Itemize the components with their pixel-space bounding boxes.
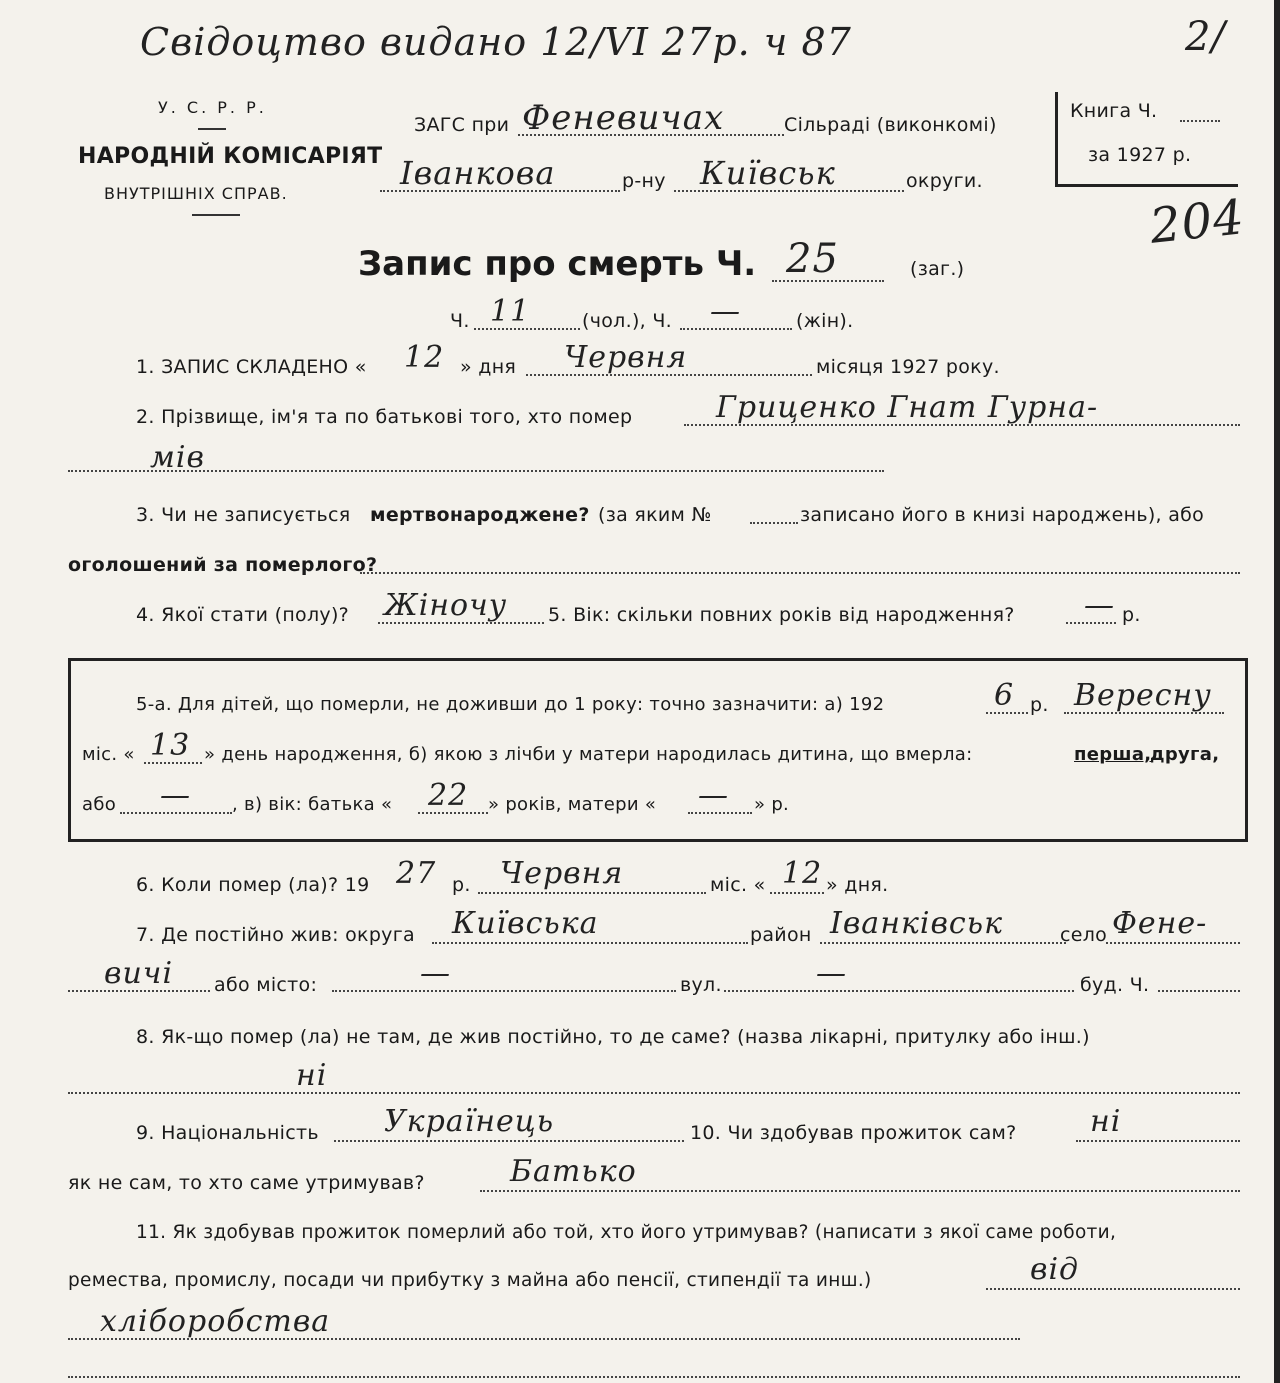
q5a-line3c: » р. (754, 794, 790, 815)
q5-label: 5. Вік: скільки повних років від народження? (548, 604, 1015, 626)
q10-answer-handwritten: ні (1090, 1104, 1122, 1139)
q5-end: р. (1122, 604, 1141, 626)
zags-okruha-dots (674, 190, 904, 192)
header-ussr: У. С. Р. Р. (158, 98, 267, 117)
q6-month-dots (478, 892, 706, 894)
q3-stillborn: мертвонароджене? (370, 504, 590, 526)
subtitle-female-label: (жін). (796, 310, 854, 332)
title-number-handwritten: 25 (786, 236, 839, 282)
q6-day-handwritten: 12 (782, 856, 823, 891)
q7-selo-handwritten-1: Фене- (1112, 906, 1208, 941)
zags-district-label: р-ну (622, 170, 666, 192)
q1-day-handwritten: 12 (404, 340, 445, 375)
zags-district-dots (380, 190, 620, 192)
q9-answer-handwritten: Українець (384, 1104, 555, 1139)
book-year-label: за 1927 р. (1088, 144, 1192, 166)
q7-okruha-dots (432, 942, 748, 944)
q3-label-c: записано його в книзі народжень), або (800, 504, 1205, 526)
q7-bud: буд. Ч. (1080, 974, 1150, 996)
q7-misto-handwritten: — (420, 956, 451, 991)
zags-okruha-handwritten: Київськ (700, 154, 836, 192)
q6-label: 6. Коли помер (ла)? 19 (136, 874, 370, 896)
q3-number-dots (750, 522, 798, 524)
q5a-line1: 5-а. Для дітей, що померли, не доживши до 1 року: точно зазначити: а) 192 (136, 694, 885, 715)
q2-name-handwritten-2: мів (150, 440, 205, 475)
q5a-mother-handwritten: — (698, 778, 729, 813)
q11-answer-handwritten-2: хліборобства (100, 1304, 331, 1339)
q5a-other-handwritten: — (160, 778, 191, 813)
q5a-month-handwritten: Вересну (1074, 678, 1212, 713)
q6-end: » дня. (826, 874, 889, 896)
title-suffix: (заг.) (910, 258, 965, 280)
q10b-answer-handwritten: Батько (510, 1154, 637, 1189)
q3-declared-dead: оголошений за померлого? (68, 554, 378, 576)
q8-label: 8. Як-що помер (ла) не там, де жив постійно, то де саме? (назва лікарні, притулку або інш.) (136, 1026, 1090, 1048)
q9-label: 9. Національність (136, 1122, 319, 1144)
q7-vul-dots (724, 990, 1074, 992)
q11-answer-dots-1 (986, 1288, 1240, 1290)
page-edge (1274, 0, 1280, 1383)
q5a-day-dots (144, 762, 202, 764)
side-number-handwritten: 204 (1147, 189, 1248, 255)
zags-prefix: ЗАГС при (414, 114, 510, 136)
q2-label: 2. Прізвище, ім'я та по батькові того, хто помер (136, 406, 633, 428)
subtitle-ch: Ч. (450, 310, 470, 332)
q1-mid: » дня (460, 356, 517, 378)
q6-r: р. (452, 874, 471, 896)
q5a-mother-dots (688, 812, 752, 814)
q7-misto-dots (332, 990, 676, 992)
header-rule-1 (198, 128, 226, 130)
q5a-month-dots (1064, 712, 1224, 714)
q11-line1: 11. Як здобував прожиток померлий або той, хто його утримував? (написати з якої саме роботи, (136, 1222, 1117, 1243)
q7-bud-dots (1158, 990, 1240, 992)
q6-mis: міс. « (710, 874, 766, 896)
q4-sex-dots (378, 622, 544, 624)
book-number-label: Книга Ч. (1070, 100, 1158, 122)
q10b-label: як не сам, то хто саме утримував? (68, 1172, 425, 1194)
document-title: Запис про смерть Ч. (358, 244, 757, 284)
header-internal-affairs: ВНУТРІШНІХ СПРАВ. (104, 184, 288, 203)
q8-answer-dots (68, 1092, 1240, 1094)
zags-district-handwritten: Іванкова (400, 154, 556, 192)
zags-village-handwritten: Феневичах (522, 98, 725, 138)
q7-rayon: район (750, 924, 812, 946)
q2-name-dots-1 (684, 424, 1240, 426)
q6-year-handwritten: 27 (396, 856, 437, 891)
subtitle-male-dots (474, 328, 580, 330)
q5-age-handwritten: — (1084, 588, 1115, 623)
q5a-r: р. (1030, 694, 1049, 716)
q7-selo-dots-2 (68, 990, 210, 992)
q11-line2: ремества, промислу, посади чи прибутку з майна або пенсії, стипендії та инш.) (68, 1270, 872, 1291)
zags-okruha-label: округи. (906, 170, 983, 192)
q5a-abo: або (82, 794, 117, 815)
q1-label: 1. ЗАПИС СКЛАДЕНО « (136, 356, 367, 378)
q10-answer-dots (1076, 1140, 1240, 1142)
q2-name-dots-2 (68, 470, 884, 472)
q5a-first: перша, (1074, 744, 1152, 765)
q7-selo: село (1060, 924, 1108, 946)
subtitle-male-handwritten: 11 (490, 294, 531, 329)
q7-vul: вул. (680, 974, 722, 996)
q11-answer-handwritten-1: від (1030, 1252, 1080, 1287)
q5a-line3b: » років, матери « (488, 794, 657, 815)
q7-rayon-handwritten: Іванківськ (830, 906, 1003, 941)
q1-end: місяця 1927 року. (816, 356, 1000, 378)
q9-answer-dots (334, 1140, 684, 1142)
q7-label: 7. Де постійно жив: округа (136, 924, 415, 946)
q1-month-dots (526, 374, 812, 376)
q3-declared-dots (360, 572, 1240, 574)
q5a-mis: міс. « (82, 744, 135, 765)
q7-okruha-handwritten: Київська (452, 906, 599, 941)
q5a-second: друга, (1150, 744, 1220, 765)
q5-age-dots (1066, 622, 1116, 624)
q11-answer-dots-3 (68, 1376, 1240, 1378)
subtitle-female-handwritten: — (710, 294, 741, 329)
q5a-father-handwritten: 22 (428, 778, 469, 813)
q10-label: 10. Чи здобував прожиток сам? (690, 1122, 1017, 1144)
q4-sex-handwritten: Жіночу (384, 588, 508, 623)
q7-selo-dots-1 (1106, 942, 1240, 944)
header-commissariat: НАРОДНІЙ КОМІСАРІЯТ (78, 144, 383, 169)
zags-suffix: Сільраді (виконкомі) (784, 114, 997, 136)
q5a-father-dots (418, 812, 488, 814)
q4-label: 4. Якої стати (полу)? (136, 604, 350, 626)
q3-label-b: (за яким № (598, 504, 712, 526)
top-handwritten-note: Свідоцтво видано 12/VI 27р. ч 87 (140, 20, 852, 64)
q7-rayon-dots (820, 942, 1066, 944)
q7-selo-handwritten-2: вичі (104, 956, 174, 991)
subtitle-male-label: (чол.), Ч. (582, 310, 673, 332)
q2-name-handwritten-1: Гриценко Гнат Гурна- (716, 390, 1099, 425)
q5a-year-handwritten: 6 (994, 678, 1015, 713)
q5a-day-handwritten: 13 (150, 728, 191, 763)
q7-vul-handwritten: — (816, 956, 847, 991)
title-number-dots (772, 280, 884, 282)
q5a-line2: » день народження, б) якою з лічби у матери народилась дитина, що вмерла: (204, 744, 973, 765)
header-rule-2 (192, 214, 240, 216)
q6-month-handwritten: Червня (500, 856, 624, 891)
q5a-year-dots (986, 712, 1028, 714)
subtitle-female-dots (680, 328, 792, 330)
corner-note: 2/ (1185, 14, 1226, 60)
book-number-dots (1180, 120, 1220, 122)
q11-answer-dots-2 (68, 1338, 1020, 1340)
q8-answer-handwritten: ні (296, 1058, 328, 1093)
q6-day-dots (770, 892, 824, 894)
q10b-answer-dots (480, 1190, 1240, 1192)
q5a-line3: , в) вік: батька « (232, 794, 393, 815)
q3-label-a: 3. Чи не записується (136, 504, 351, 526)
q1-month-handwritten: Червня (564, 340, 688, 375)
q7-misto: або місто: (214, 974, 318, 996)
q5a-other-dots (120, 812, 232, 814)
zags-village-dots (518, 134, 784, 136)
